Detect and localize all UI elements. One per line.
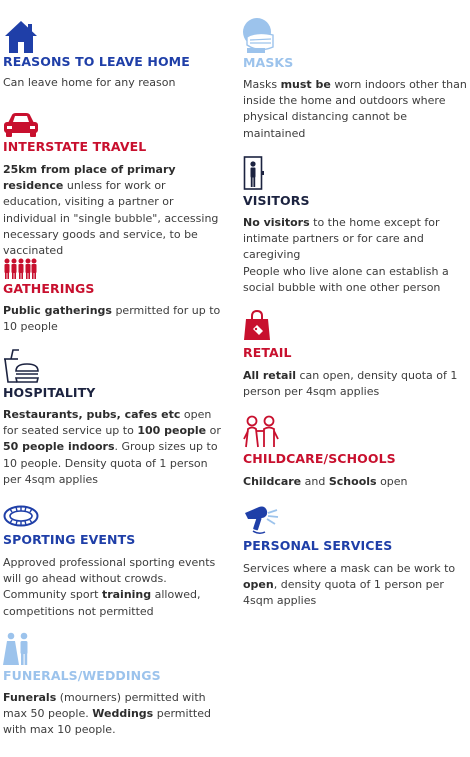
- text-run: (mourners) permitted with max 50 people.: [3, 691, 206, 721]
- bold-text-run: 50 people indoors: [3, 440, 115, 454]
- text-run: , density quota of 1 person per 4sqm applies: [243, 578, 444, 608]
- bold-text-run: open: [243, 578, 274, 592]
- burger-drink-icon: [3, 349, 39, 383]
- bold-text-run: Childcare: [243, 475, 302, 488]
- section-title: VISITORS: [243, 193, 310, 208]
- section-personal: [243, 505, 467, 610]
- section-text: [3, 690, 227, 739]
- bold-text-run: Funerals: [3, 691, 57, 704]
- car-icon: [3, 112, 39, 138]
- section-title: REASONS TO LEAVE HOME: [3, 54, 190, 69]
- text-run: Services where a mask can be work to: [243, 562, 456, 575]
- section-reasons: [3, 19, 227, 91]
- text-run: Can leave home for any reason: [3, 76, 176, 89]
- text-run: or: [206, 424, 221, 438]
- bold-text-run: training: [101, 588, 152, 602]
- face-mask-icon: [243, 17, 277, 54]
- bride-groom-icon: [3, 632, 33, 666]
- section-visitors: [243, 156, 467, 296]
- section-title: INTERSTATE TRAVEL: [3, 139, 147, 154]
- bold-text-run: Weddings: [92, 707, 154, 721]
- section-title: FUNERALS/WEDDINGS: [3, 668, 161, 683]
- section-text: [3, 162, 227, 259]
- section-title: HOSPITALITY: [3, 385, 96, 400]
- section-retail: [243, 309, 467, 400]
- text-run: Approved professional sporting events will go ahead without crowds. Community sport: [3, 556, 216, 602]
- section-text: [243, 561, 467, 610]
- shopping-bag-icon: [243, 309, 271, 341]
- section-text: [243, 77, 467, 142]
- text-run: unless for work or education, visiting a partner or individual in "single bubble", accessing necessary goods and service, to be vaccinated: [3, 179, 219, 258]
- section-text: [243, 215, 467, 296]
- section-title: GATHERINGS: [3, 281, 95, 296]
- stadium-icon: [3, 505, 39, 527]
- section-masks: [243, 17, 467, 142]
- crowd-icon: [3, 258, 37, 280]
- section-title: MASKS: [243, 55, 294, 70]
- text-run: Masks: [243, 78, 281, 91]
- bold-text-run: Schools: [328, 475, 377, 488]
- section-text: [243, 368, 467, 400]
- section-text: [3, 407, 227, 488]
- text-run: open for seated service up to: [3, 408, 212, 438]
- text-run: can open, density quota of 1 person per 4sqm applies: [243, 369, 458, 399]
- bold-text-run: Restaurants, pubs, cafes etc: [3, 408, 181, 421]
- section-text: [3, 555, 227, 620]
- section-hospitality: [3, 349, 227, 488]
- section-text: [3, 303, 227, 335]
- text-run: allowed, competitions not permitted: [3, 588, 201, 618]
- person-door-icon: [243, 156, 265, 190]
- bold-text-run: Public gatherings: [3, 304, 112, 317]
- section-title: PERSONAL SERVICES: [243, 538, 393, 553]
- children-icon: [243, 415, 279, 449]
- hairdryer-icon: [243, 505, 279, 535]
- section-funerals: [3, 632, 227, 739]
- house-icon: [3, 19, 39, 54]
- text-run: to the home except for intimate partners or for care and caregiving People who live alone can establish a social bubble with one other person: [243, 216, 449, 294]
- bold-text-run: 100 people: [137, 424, 207, 438]
- bold-text-run: 25km from place of primary residence: [3, 163, 176, 193]
- bold-text-run: must be: [280, 78, 331, 91]
- section-interstate: [3, 112, 227, 259]
- section-title: CHILDCARE/SCHOOLS: [243, 451, 396, 466]
- text-run: open: [376, 475, 408, 488]
- section-text: [243, 474, 467, 490]
- bold-text-run: All retail: [243, 369, 296, 382]
- section-sporting: [3, 505, 227, 620]
- section-title: RETAIL: [243, 345, 292, 360]
- text-run: . Group sizes up to 10 people. Density quota of 1 person per 4sqm applies: [3, 440, 218, 486]
- section-text: [3, 75, 227, 91]
- section-title: SPORTING EVENTS: [3, 532, 136, 547]
- text-run: worn indoors other than inside the home and outdoors where physical distancing cannot be maintained: [243, 78, 467, 140]
- bold-text-run: No visitors: [243, 216, 310, 229]
- section-gatherings: [3, 258, 227, 335]
- text-run: permitted with max 10 people.: [3, 707, 211, 737]
- text-run: and: [301, 475, 329, 488]
- text-run: permitted for up to 10 people: [3, 304, 221, 334]
- section-childcare: [243, 415, 467, 490]
